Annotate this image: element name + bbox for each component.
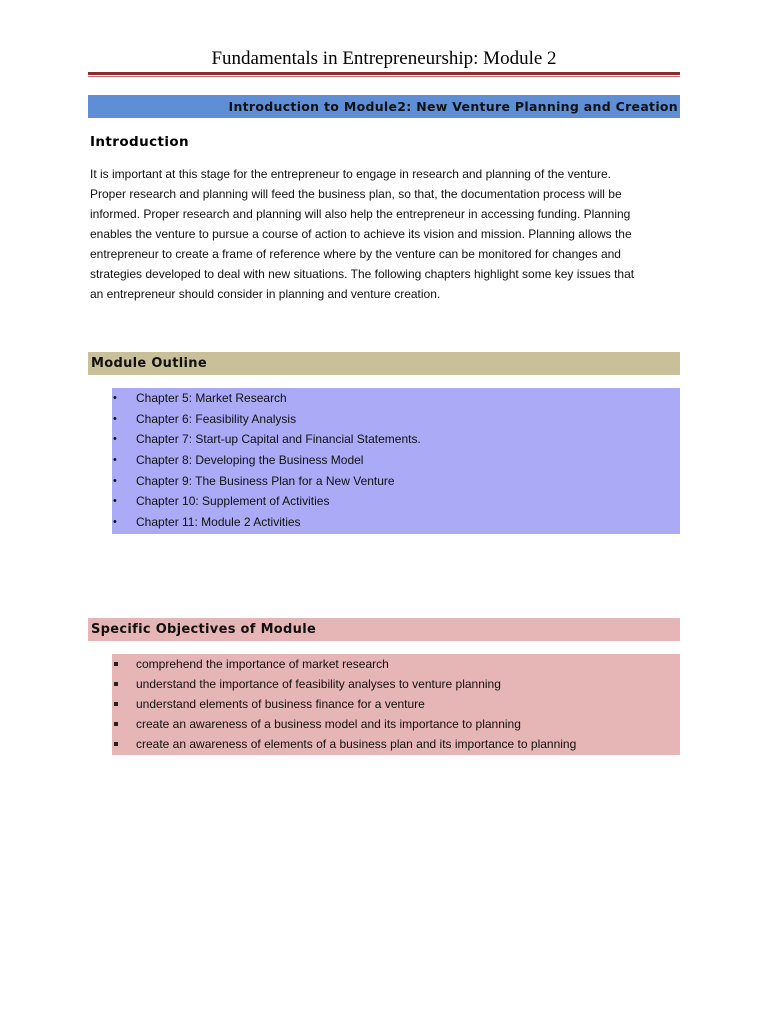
list-item xyxy=(112,734,680,754)
paragraph-line: an entrepreneur should consider in planning and venture creation. xyxy=(90,287,441,301)
objective-label: understand elements of business finance for a venture xyxy=(136,697,425,711)
chapter-label: Chapter 10: Supplement of Activities xyxy=(136,494,330,509)
list-item xyxy=(112,409,680,430)
module-banner: Introduction to Module2: New Venture Planning and Creation xyxy=(88,95,680,118)
objective-label: create an awareness of a business model and its importance to planning xyxy=(136,717,521,731)
paragraph-line: entrepreneur to create a frame of reference where by the venture can be monitored for changes and xyxy=(90,247,621,261)
list-item xyxy=(112,694,680,714)
objectives-list xyxy=(112,654,680,755)
square-bullet-icon xyxy=(114,702,118,706)
objective-label: create an awareness of elements of a business plan and its importance to planning xyxy=(136,737,577,751)
list-item xyxy=(112,429,680,450)
paragraph-line: It is important at this stage for the entrepreneur to engage in research and planning of the venture. xyxy=(90,167,611,181)
list-item xyxy=(112,471,680,492)
introduction-paragraph xyxy=(90,164,680,304)
square-bullet-icon xyxy=(114,742,118,746)
list-item xyxy=(112,674,680,694)
bullet-icon: • xyxy=(113,474,117,487)
paragraph-line: strategies developed to deal with new situations. The following chapters highlight some key issues that xyxy=(90,267,635,281)
introduction-heading: Introduction xyxy=(90,134,190,150)
list-item xyxy=(112,654,680,674)
bullet-icon: • xyxy=(113,454,117,467)
chapter-label: Chapter 8: Developing the Business Model xyxy=(136,453,364,468)
list-item xyxy=(112,491,680,512)
chapter-label: Chapter 6: Feasibility Analysis xyxy=(136,411,297,426)
module-outline-list xyxy=(112,388,680,534)
title-divider xyxy=(88,72,680,75)
paragraph-line: informed. Proper research and planning will also help the entrepreneur in accessing funding. Planning xyxy=(90,207,631,221)
chapter-label: Chapter 5: Market Research xyxy=(136,391,287,405)
paragraph-line: enables the venture to pursue a course of action to achieve its vision and mission. Planning allows the xyxy=(90,227,632,241)
list-item xyxy=(112,512,680,533)
chapter-label: Chapter 11: Module 2 Activities xyxy=(136,515,301,530)
objective-label: comprehend the importance of market research xyxy=(136,657,389,671)
bullet-icon: • xyxy=(113,392,117,404)
list-item xyxy=(112,388,680,409)
objective-label: understand the importance of feasibility analyses to venture planning xyxy=(136,677,501,691)
square-bullet-icon xyxy=(114,682,118,686)
paragraph-line: Proper research and planning will feed the business plan, so that, the documentation process will be xyxy=(90,187,622,201)
bullet-icon: • xyxy=(113,516,117,529)
objectives-heading: Specific Objectives of Module xyxy=(88,618,680,641)
bullet-icon: • xyxy=(113,495,117,508)
document-title: Fundamentals in Entrepreneurship: Module 2 xyxy=(211,48,557,69)
square-bullet-icon xyxy=(114,722,118,726)
title-divider-thin xyxy=(88,76,680,77)
square-bullet-icon xyxy=(114,662,118,666)
chapter-label: Chapter 9: The Business Plan for a New Venture xyxy=(136,473,395,488)
list-item xyxy=(112,714,680,734)
bullet-icon: • xyxy=(113,433,117,446)
module-outline-heading: Module Outline xyxy=(88,352,680,375)
bullet-icon: • xyxy=(113,412,117,425)
list-item xyxy=(112,450,680,471)
chapter-label: Chapter 7: Start-up Capital and Financial Statements. xyxy=(136,432,421,447)
